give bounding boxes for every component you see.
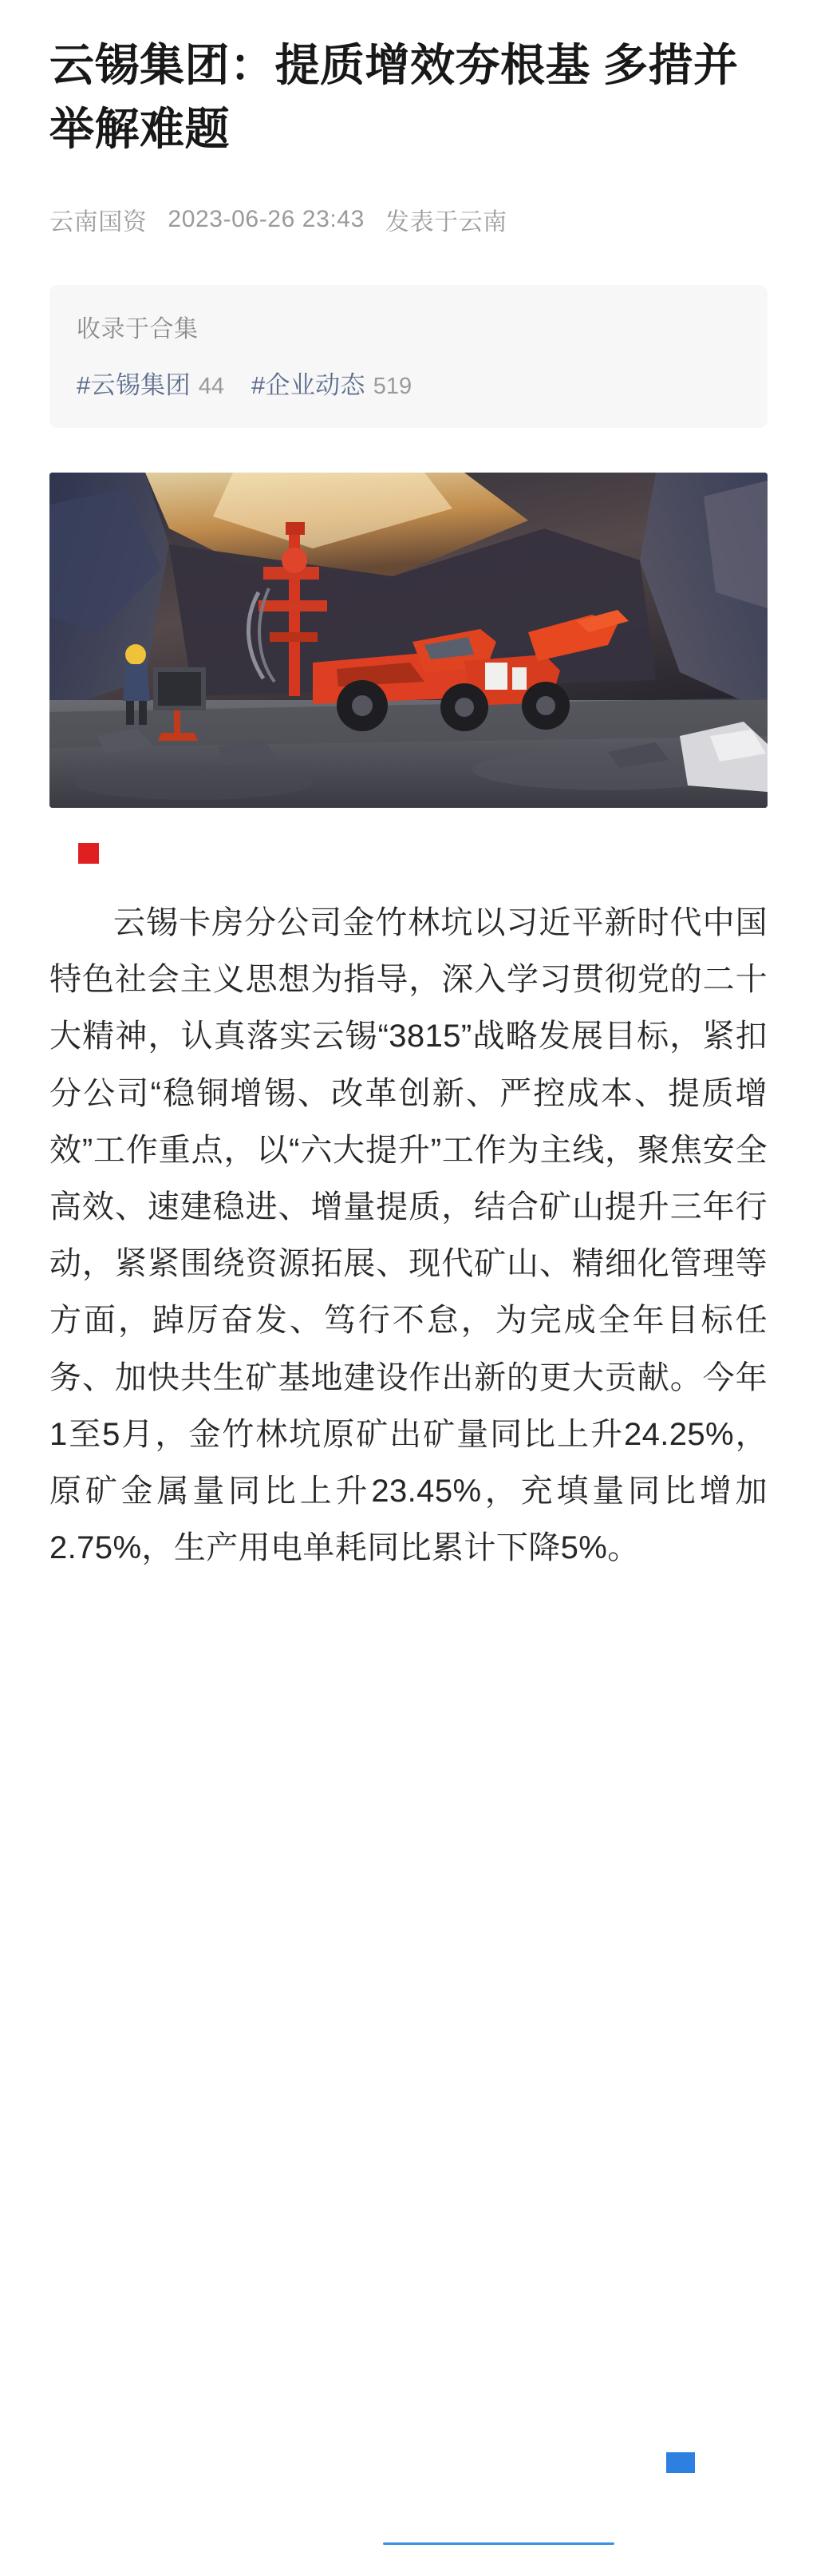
account-name[interactable]: 云南国资 (49, 209, 148, 236)
article-body: 云锡卡房分公司金竹林坑以习近平新时代中国特色社会主义思想为指导，深入学习贯彻党的二十大精神，认真落实云锡“3815”战略发展目标，紧扣分公司“稳铜增锡、改革创新、严控成本、提质增效”工作重点，以“六大提升”工作为主线，聚焦安全高效、速建稳进、增量提质，结合矿山提升三年行动，紧紧围绕资源拓展、现代矿山、精细化管理等方面，踔厉奋发、笃行不怠，为完成全年目标任务、加快共生矿基地建设作出新的更大贡献。今年1至5月，金竹林坑原矿出矿量同比上升24.25%，原矿金属量同比上升23.45%，充填量同比增加2.75%，生产用电单耗同比累计下降5%。 (49, 905, 768, 1566)
publish-datetime: 2023-06-26 23:43 (168, 206, 365, 233)
collection-tag-count: 44 (198, 374, 225, 400)
collection-card[interactable] (49, 285, 768, 428)
collection-tag-name[interactable]: #云锡集团 (77, 371, 191, 400)
publish-location: 发表于云南 (385, 209, 507, 236)
collection-label: 收录于合集 (77, 316, 199, 343)
collection-tag-item[interactable] (77, 365, 224, 401)
section-marker (49, 843, 768, 868)
page-title: 云锡集团：提质增效夯根基 多措并举解难题 (49, 40, 739, 154)
mine-drill-photo-icon (49, 473, 768, 808)
hero-image[interactable] (49, 473, 768, 808)
page-bottom-rule (383, 2542, 614, 2545)
page-bottom-block (666, 2452, 695, 2473)
red-square-marker-icon (78, 843, 99, 864)
collection-tag-count: 519 (373, 374, 412, 400)
article-meta (49, 202, 768, 237)
collection-tag-item[interactable] (251, 365, 412, 401)
collection-tag-list (77, 365, 740, 401)
collection-tag-name[interactable]: #企业动态 (251, 371, 365, 400)
